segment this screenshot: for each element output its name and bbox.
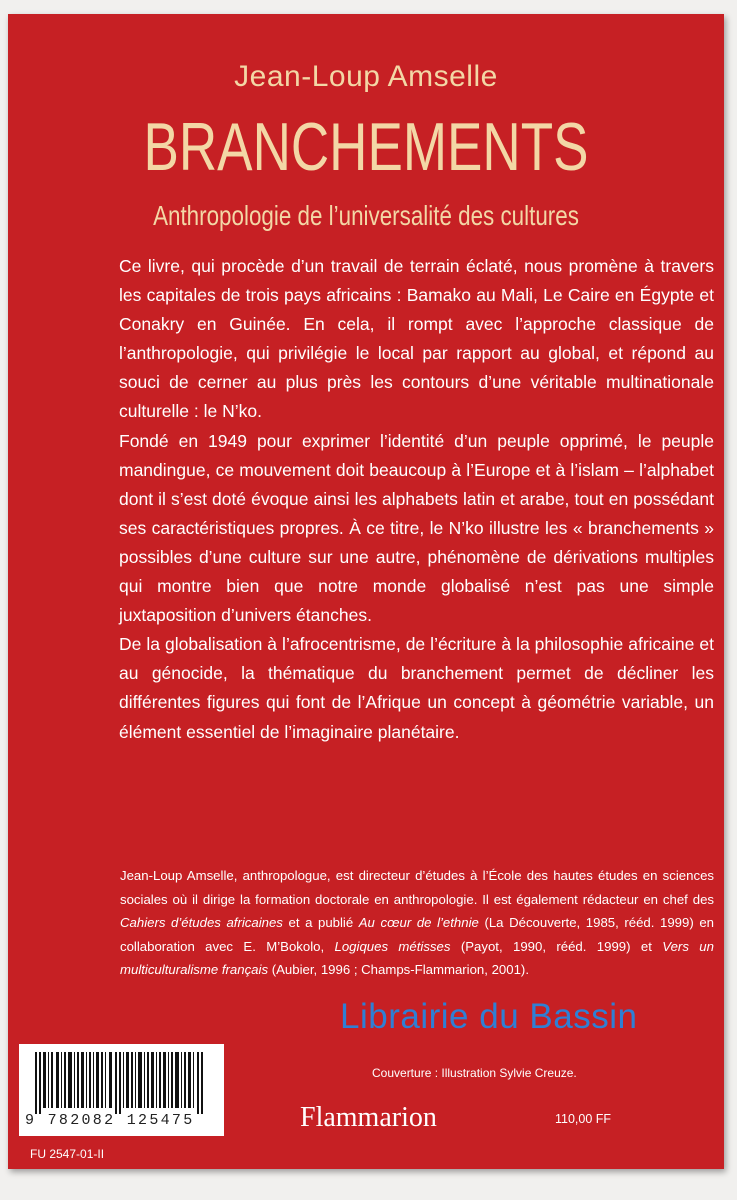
price: 110,00 FF bbox=[555, 1112, 612, 1126]
blurb-paragraph-1: Ce livre, qui procède d’un travail de terrain éclaté, nous promène à travers les capitales de trois pays africains : Bamako au Mali, Le Caire en Égypte et Conakry en Guinée. En cela, il rompt avec l’approche classique de l’anthropologie, qui privilégie le local par rapport au global, et répond au souci de cerner au plus près les contours d’une véritable multinationale culturelle : le N’ko. bbox=[119, 256, 714, 422]
publisher-name: Flammarion bbox=[300, 1102, 437, 1133]
barcode bbox=[19, 1044, 224, 1136]
blurb-paragraph-3: De la globalisation à l’afrocentrisme, de l’écriture à la philosophie africaine et au génocide, la thématique du branchement permet de décliner les différentes figures qui font de l’Afrique un concept à géométrie variable, un élément essentiel de l’imaginaire planétaire. bbox=[119, 634, 714, 742]
book-title: BRANCHEMENTS bbox=[143, 109, 589, 185]
bio-title-ethnie: Au cœur de l’ethnie bbox=[358, 915, 479, 930]
bio-title-cahiers: Cahiers d’études africaines bbox=[120, 915, 283, 930]
bio-text-4: (Payot, 1990, rééd. 1999) et bbox=[450, 938, 663, 954]
bookstore-watermark: Librairie du Bassin bbox=[340, 997, 638, 1036]
isbn-number: 9 782082 125475 bbox=[25, 1112, 195, 1129]
book-back-cover bbox=[8, 14, 724, 1169]
author-name: Jean-Loup Amselle bbox=[234, 60, 498, 93]
bio-text-1: Jean-Loup Amselle, anthropologue, est directeur d’études à l’École des hautes études en sciences sociales où il dirige la formation doctorale en anthropologie. Il est également rédacteur en chef des bbox=[120, 868, 714, 907]
author-bio bbox=[120, 864, 714, 982]
bio-title-multiculturalisme: Vers un multiculturalisme français bbox=[120, 938, 714, 977]
cover-credit: Couverture : Illustration Sylvie Creuze. bbox=[372, 1066, 577, 1080]
bio-text-5: (Aubier, 1996 ; Champs-Flammarion, 2001). bbox=[268, 962, 529, 977]
bio-title-logiques: Logiques métisses bbox=[334, 938, 451, 954]
blurb-paragraph-2: Fondé en 1949 pour exprimer l’identité d’un peuple opprimé, le peuple mandingue, ce mouvement doit beaucoup à l’Europe et à l’islam – l’alphabet dont il s’est doté évoque ainsi les alphabets latin et arabe, tout en possédant ses caractéristiques propres. À ce titre, le N’ko illustre les « branchements » possibles d’une culture sur une autre, phénomène de dérivations multiples qui montre bien que notre monde globalisé n’est pas une simple juxtaposition d’univers étanches. bbox=[119, 430, 714, 626]
book-subtitle: Anthropologie de l’universalité des cultures bbox=[153, 200, 579, 231]
blurb bbox=[119, 252, 714, 747]
barcode-bars bbox=[35, 1052, 207, 1114]
reference-code: FU 2547-01-II bbox=[30, 1147, 105, 1161]
bio-text-3: (La Découverte, 1985, rééd. 1999) en collaboration avec E. M’Bokolo, bbox=[120, 915, 714, 954]
bio-text-2: et a publié bbox=[282, 915, 359, 930]
